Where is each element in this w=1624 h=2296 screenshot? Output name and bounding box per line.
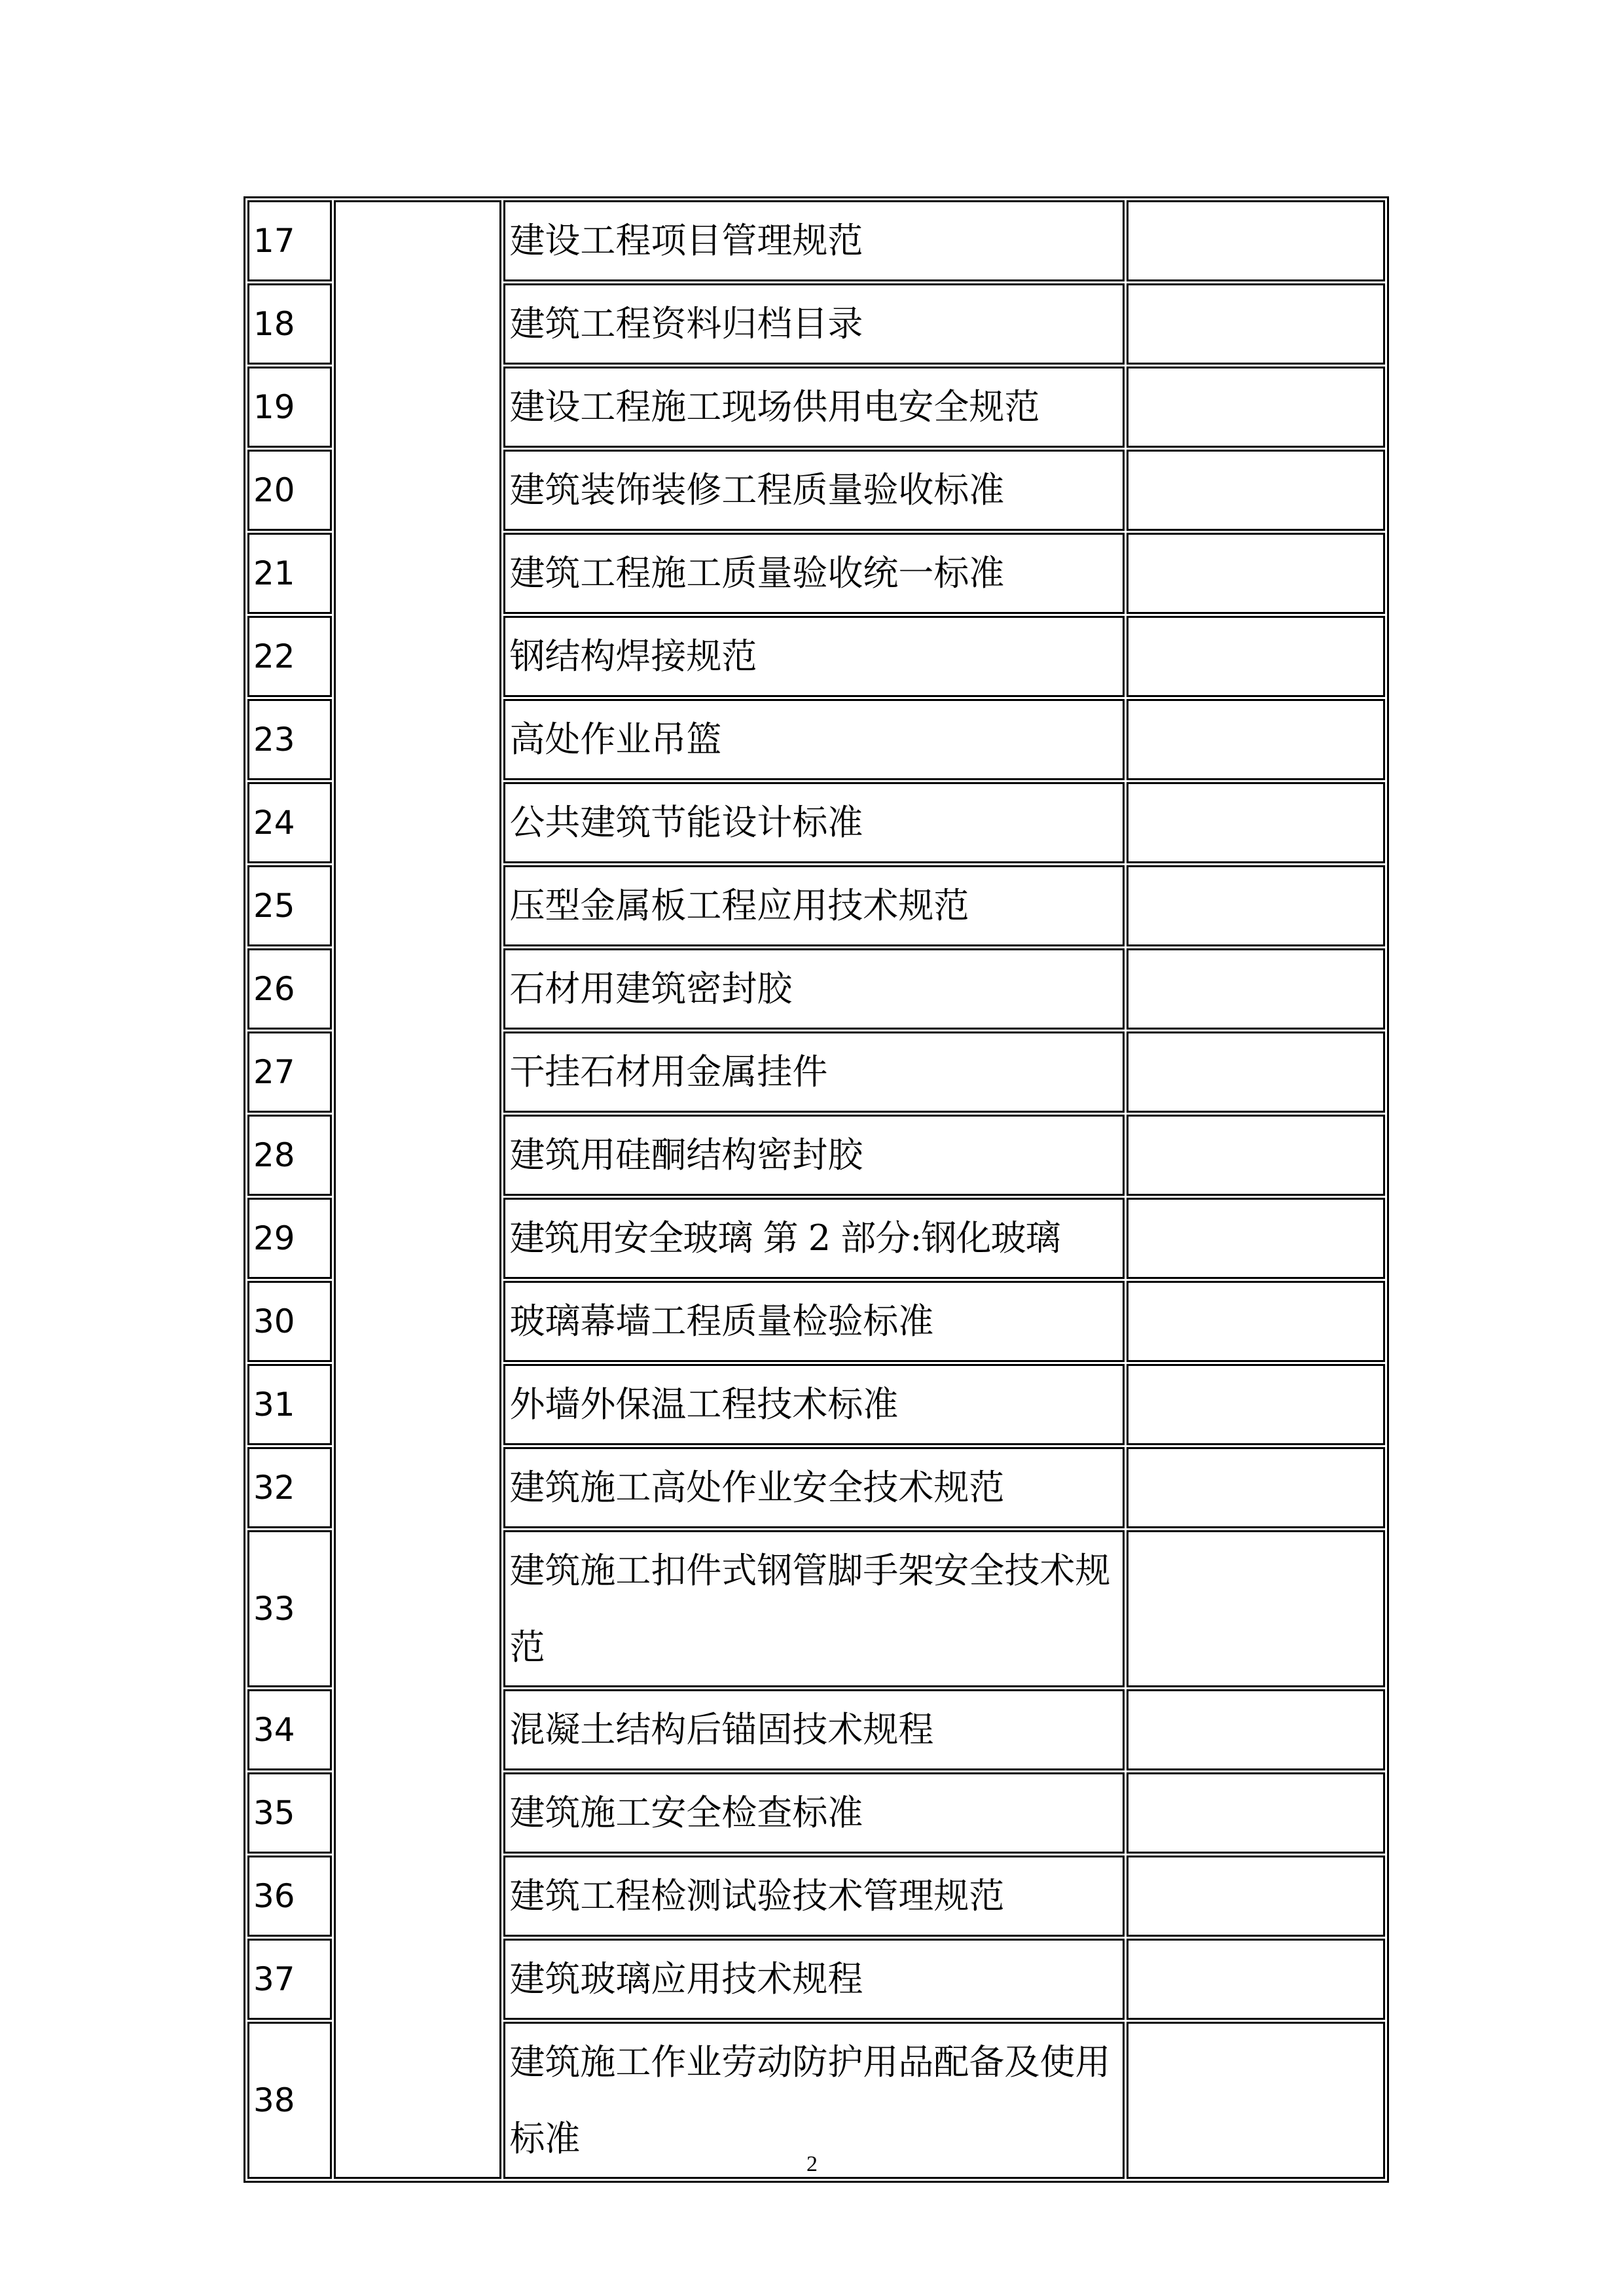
row-number: 25 [247, 865, 332, 946]
table-row [247, 200, 1385, 281]
standard-name: 建设工程项目管理规范 [503, 200, 1125, 281]
standard-name: 建筑工程资料归档目录 [503, 283, 1125, 365]
standard-name: 建筑玻璃应用技术规程 [503, 1939, 1125, 2020]
remark-cell [1127, 1856, 1385, 1937]
remark-cell [1127, 1689, 1385, 1770]
row-number: 27 [247, 1031, 332, 1113]
row-number: 22 [247, 616, 332, 697]
remark-cell [1127, 1772, 1385, 1854]
standard-name: 混凝土结构后锚固技术规程 [503, 1689, 1125, 1770]
row-number: 19 [247, 367, 332, 448]
standard-name: 石材用建筑密封胶 [503, 948, 1125, 1030]
remark-cell [1127, 616, 1385, 697]
standard-name: 公共建筑节能设计标准 [503, 782, 1125, 863]
row-number: 18 [247, 283, 332, 365]
row-number: 32 [247, 1447, 332, 1528]
remark-cell [1127, 782, 1385, 863]
remark-cell [1127, 1939, 1385, 2020]
remark-cell [1127, 200, 1385, 281]
remark-cell [1127, 1031, 1385, 1113]
remark-cell [1127, 1198, 1385, 1279]
standard-name: 建筑施工安全检查标准 [503, 1772, 1125, 1854]
row-number: 29 [247, 1198, 332, 1279]
row-number: 21 [247, 533, 332, 614]
standard-name: 建筑工程检测试验技术管理规范 [503, 1856, 1125, 1937]
standard-name: 玻璃幕墙工程质量检验标准 [503, 1281, 1125, 1362]
remark-cell [1127, 948, 1385, 1030]
standard-name: 建筑用安全玻璃 第 2 部分:钢化玻璃 [503, 1198, 1125, 1279]
page-number: 2 [806, 2152, 818, 2176]
standard-name: 建筑装饰装修工程质量验收标准 [503, 450, 1125, 531]
row-number: 17 [247, 200, 332, 281]
remark-cell [1127, 1530, 1385, 1687]
row-number: 24 [247, 782, 332, 863]
row-number: 28 [247, 1115, 332, 1196]
row-number: 31 [247, 1364, 332, 1445]
standard-name: 压型金属板工程应用技术规范 [503, 865, 1125, 946]
remark-cell [1127, 1115, 1385, 1196]
row-number: 36 [247, 1856, 332, 1937]
row-number: 33 [247, 1530, 332, 1687]
standard-name: 建筑用硅酮结构密封胶 [503, 1115, 1125, 1196]
remark-cell [1127, 1447, 1385, 1528]
standard-name: 建筑工程施工质量验收统一标准 [503, 533, 1125, 614]
row-number: 20 [247, 450, 332, 531]
standard-name: 建筑施工作业劳动防护用品配备及使用标准 [503, 2022, 1125, 2179]
remark-cell [1127, 1281, 1385, 1362]
standard-name: 干挂石材用金属挂件 [503, 1031, 1125, 1113]
row-number: 37 [247, 1939, 332, 2020]
remark-cell [1127, 1364, 1385, 1445]
row-number: 26 [247, 948, 332, 1030]
standards-table [244, 196, 1389, 2183]
standard-name: 建筑施工高处作业安全技术规范 [503, 1447, 1125, 1528]
standard-name: 建筑施工扣件式钢管脚手架安全技术规范 [503, 1530, 1125, 1687]
standard-name: 建设工程施工现场供用电安全规范 [503, 367, 1125, 448]
standard-name: 高处作业吊篮 [503, 699, 1125, 780]
row-number: 30 [247, 1281, 332, 1362]
category-cell [334, 200, 501, 2179]
row-number: 34 [247, 1689, 332, 1770]
row-number: 38 [247, 2022, 332, 2179]
standard-name: 外墙外保温工程技术标准 [503, 1364, 1125, 1445]
remark-cell [1127, 367, 1385, 448]
remark-cell [1127, 699, 1385, 780]
remark-cell [1127, 533, 1385, 614]
remark-cell [1127, 283, 1385, 365]
remark-cell [1127, 450, 1385, 531]
row-number: 35 [247, 1772, 332, 1854]
remark-cell [1127, 865, 1385, 946]
standard-name: 钢结构焊接规范 [503, 616, 1125, 697]
row-number: 23 [247, 699, 332, 780]
